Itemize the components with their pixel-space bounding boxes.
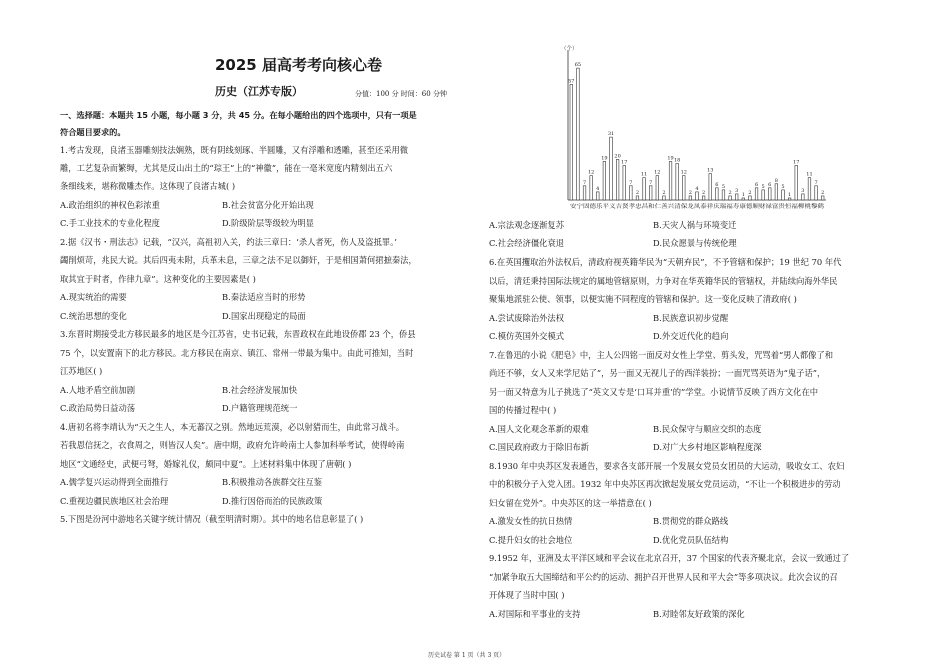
bar-value-label: 13 bbox=[707, 167, 714, 174]
bar-value-label: 2 bbox=[688, 189, 692, 196]
page-footer: 历史试卷 第 1 页（共 3 页） bbox=[428, 652, 506, 659]
bar-value-label: 2 bbox=[728, 189, 732, 196]
bar-value-label: 3 bbox=[801, 187, 805, 194]
option-a: A.尝试废除治外法权 bbox=[489, 313, 565, 323]
page-title: 2025 届高考考向核心卷 bbox=[215, 56, 382, 74]
option-a: A.对国际和平事业的支持 bbox=[489, 609, 581, 619]
bar bbox=[630, 186, 633, 200]
bar-value-label: 7 bbox=[582, 179, 587, 186]
bar bbox=[643, 178, 646, 200]
bar bbox=[775, 184, 778, 200]
option-c: C.模仿英国外交模式 bbox=[489, 331, 565, 341]
bar bbox=[676, 163, 679, 200]
y-axis-label: （个） bbox=[561, 46, 578, 52]
option-d: D.优化党员队伍结构 bbox=[653, 535, 729, 545]
question-2-text: 蠲削烦苛，兆民大说。其后四夷未附，兵革未息，三章之法不足以御奸，于是相国萧何捃摭秦法， bbox=[60, 255, 417, 265]
bar bbox=[795, 166, 798, 200]
bar bbox=[610, 137, 613, 200]
bar bbox=[603, 161, 606, 200]
option-a: A.儒学复兴运动得到全面推行 bbox=[60, 477, 169, 487]
bar-value-label: 5 bbox=[761, 183, 765, 190]
bar-value-label: 3 bbox=[735, 187, 739, 194]
bar-value-label: 19 bbox=[667, 155, 674, 162]
bar-value-label: 8 bbox=[774, 177, 778, 184]
bar bbox=[742, 198, 745, 200]
bar-value-label: 1 bbox=[788, 191, 792, 198]
option-c: C.国民政府政力于除旧布新 bbox=[489, 442, 589, 452]
option-d: D.对广大乡村地区影响程度深 bbox=[653, 442, 762, 452]
bar bbox=[577, 68, 580, 200]
question-6-text: 以后，清廷秉持国际法规定的属地管辖原则，力争对在华英籍华民的管辖权，并陆续向海外华民 bbox=[489, 276, 838, 286]
bar-value-label: 18 bbox=[673, 157, 681, 164]
option-b: B.积极推动各族群交往互鉴 bbox=[222, 477, 323, 487]
option-a: A.国人文化观念革新的艰难 bbox=[489, 424, 589, 434]
option-d: D.民众愿景与传统伦理 bbox=[653, 238, 737, 248]
bar bbox=[663, 196, 666, 200]
option-b: B.对睦邻友好政策的深化 bbox=[653, 609, 745, 619]
option-a: A.人地矛盾空前加剧 bbox=[60, 385, 136, 395]
bar bbox=[669, 161, 672, 200]
option-a: A.政治组织的神权色彩浓重 bbox=[60, 200, 160, 210]
exam-meta: 分值：100 分 时间：60 分钟 bbox=[355, 90, 447, 98]
bar bbox=[749, 196, 752, 200]
option-d: D.阶级阶层等级较为明显 bbox=[222, 218, 314, 228]
option-b: B.社会贫富分化开始出现 bbox=[222, 200, 314, 210]
bar-value-label: 11 bbox=[640, 171, 648, 178]
question-5-text: 5.下图是汾河中游地名关键字统计情况（截至明清时期）。其中的地名信息彰显了( ) bbox=[60, 514, 364, 524]
bar bbox=[656, 176, 659, 200]
bar bbox=[689, 196, 692, 200]
bar bbox=[802, 194, 805, 200]
question-2-text: 2.据《汉书・刑法志》记载，“汉兴，高祖初入关，约法三章曰：‘杀人者死，伤人及盗抵罪。’ bbox=[60, 237, 397, 247]
question-9-text: 9.1952 年，亚洲及太平洋区域和平会议在北京召开，37 个国家的代表齐聚北京，会议一致通过了 bbox=[489, 553, 850, 563]
question-3-text: 75 个，以安置南下的北方移民。北方移民在南京、镇江、常州一带最为集中。由此可推知，当时 bbox=[60, 348, 414, 358]
question-2-text: 取其宜于时者，作律九章”。这种变化的主要因素是( ) bbox=[60, 274, 256, 284]
option-c: C.政治局势日益动荡 bbox=[60, 403, 136, 413]
question-1-text: 条细线来，堪称微雕杰作。这体现了良渚古城( ) bbox=[60, 181, 236, 191]
bar bbox=[755, 188, 758, 200]
bar bbox=[649, 186, 652, 200]
option-b: B.社会经济发展加快 bbox=[222, 385, 298, 395]
bar-value-label: 19 bbox=[601, 155, 608, 162]
question-7-text: 尚还不够，女人又来学尼姑了”，另一面又无视儿子的西洋装扮；一面咒骂英语为“鬼子话”， bbox=[489, 368, 826, 378]
bar bbox=[709, 174, 712, 200]
bar bbox=[735, 194, 738, 200]
section-heading-cont: 符合题目要求的。 bbox=[60, 127, 126, 137]
bar-value-label: 12 bbox=[587, 169, 595, 176]
bar bbox=[716, 188, 719, 200]
bar bbox=[682, 176, 685, 200]
bar-value-label: 17 bbox=[793, 159, 800, 166]
question-8-text: 妇女留在党外”。中央苏区的这一举措意在( ) bbox=[489, 498, 652, 508]
bar bbox=[729, 196, 732, 200]
option-c: C.社会经济僵化衰退 bbox=[489, 238, 565, 248]
question-6-text: 6.在英国攫取治外法权后，清政府视英籍华民为“天朝弃民”，不予管辖和保护；19 世纪 70 年代 bbox=[489, 257, 842, 267]
bar-value-label: 6 bbox=[768, 181, 772, 188]
question-6-text: 聚集地派驻公使、领事，以便实施不同程度的管辖和保护。这一变化反映了清政府( ) bbox=[489, 294, 797, 304]
question-4-text: 地区“文通经史，武便弓弩，婚嫁礼仪，颇同中夏”。上述材料集中体现了唐朝( ) bbox=[60, 459, 352, 469]
bar-value-label: 65 bbox=[574, 62, 582, 69]
question-7-text: 7.在鲁迅的小说《肥皂》中，主人公四铭一面反对女性上学堂、剪头发，咒骂着“男人都像了和 bbox=[489, 350, 834, 360]
bar-value-label: 6 bbox=[715, 181, 719, 188]
subject-title: 历史（江苏专版） bbox=[215, 85, 303, 98]
question-4-text: 若我恩信抚之，衣食周之，则皆汉人矣”。唐中期，政府允许岭南士人参加科举考试，使得岭南 bbox=[60, 440, 405, 450]
bar bbox=[570, 84, 573, 200]
option-d: D.国家出现稳定的局面 bbox=[222, 311, 306, 321]
bar bbox=[590, 176, 593, 200]
bar-value-label: 2 bbox=[702, 189, 706, 196]
option-d: D.推行因俗而治的民族政策 bbox=[222, 496, 323, 506]
bar bbox=[815, 186, 818, 200]
option-b: B.天灾人祸与环境变迁 bbox=[653, 220, 737, 230]
bar-value-label: 5 bbox=[781, 183, 785, 190]
bar-value-label: 6 bbox=[754, 181, 759, 188]
bar bbox=[596, 192, 599, 200]
bar bbox=[782, 190, 785, 200]
bar-value-label: 11 bbox=[806, 171, 813, 178]
option-b: B.民族意识初步觉醒 bbox=[653, 313, 729, 323]
question-3-text: 江苏地区( ) bbox=[60, 366, 103, 376]
option-a: A.宗法观念逐渐复苏 bbox=[489, 220, 565, 230]
option-c: C.重视边疆民族地区社会治理 bbox=[60, 496, 169, 506]
option-b: B.贯彻党的群众路线 bbox=[653, 516, 729, 526]
bar-value-label: 7 bbox=[649, 179, 653, 186]
bar-value-label: 4 bbox=[695, 185, 699, 192]
bar-value-label: 7 bbox=[629, 179, 633, 186]
question-7-text: 另一面又特意为儿子挑选了“英文又专是‘口耳并重’的”学堂。小说情节反映了西方文化在中 bbox=[489, 387, 819, 397]
bar-value-label: 7 bbox=[814, 179, 818, 186]
bar-value-label: 2 bbox=[821, 189, 825, 196]
bar bbox=[636, 196, 639, 200]
option-b: B.秦法适应当时的形势 bbox=[222, 292, 306, 302]
bar bbox=[722, 190, 725, 200]
question-3-text: 3.东晋时期接受北方移民最多的地区是今江苏省，史书记载，东晋政权在此地设侨郡 23 个，侨县 bbox=[60, 329, 416, 339]
option-b: B.民众保守与顺应交织的态度 bbox=[653, 424, 762, 434]
option-a: A.激发女性的抗日热情 bbox=[489, 516, 573, 526]
option-c: C.统治思想的变化 bbox=[60, 311, 127, 321]
question-8-text: 8.1930 年中央苏区发表通告，要求各支部开展一个发展女党员女团员的大运动，吸收女工、农妇 bbox=[489, 461, 845, 471]
option-d: D.户籍管理规范统一 bbox=[222, 403, 298, 413]
bar-value-label: 1 bbox=[741, 191, 745, 198]
bar-value-label: 2 bbox=[635, 189, 640, 196]
bar bbox=[821, 196, 824, 200]
bar bbox=[583, 186, 586, 200]
bar bbox=[616, 159, 619, 200]
bar-value-label: 2 bbox=[662, 189, 666, 196]
bar-value-label: 20 bbox=[614, 153, 621, 160]
bar-value-label: 12 bbox=[680, 169, 687, 176]
option-d: D.外交近代化的趋向 bbox=[653, 331, 729, 341]
bar-value-label: 5 bbox=[721, 183, 726, 190]
option-c: C.提升妇女的社会地位 bbox=[489, 535, 573, 545]
question-8-text: 中的积极分子入党入团。1932 年中央苏区再次掀起发展女党员运动，“不让一个积极进步的劳动 bbox=[489, 479, 841, 489]
place-name-bar-chart bbox=[560, 44, 830, 214]
question-9-text: 开体现了当时中国( ) bbox=[489, 590, 565, 600]
bar bbox=[768, 188, 771, 200]
question-7-text: 国的传播过程中( ) bbox=[489, 405, 557, 415]
question-9-text: “加紧争取五大国缔结和平公约的运动、拥护召开世界人民和平大会”等多项决议。此次会议的召 bbox=[489, 572, 838, 582]
question-4-text: 4.唐初名将李靖认为“天之生人，本无蕃汉之别。然地远荒漠，必以射猎而生，由此常习战斗。 bbox=[60, 422, 405, 432]
bar bbox=[762, 190, 765, 200]
bar bbox=[808, 178, 811, 200]
bar-value-label: 17 bbox=[621, 159, 628, 166]
question-1-text: 1.考古发现，良渚玉器雕刻技法娴熟，既有阴线刻琢、半圆雕，又有浮雕和透雕，甚至还采用微 bbox=[60, 145, 409, 155]
bar bbox=[623, 166, 626, 200]
x-axis-category-labels: 安宁固德乐平义吉贤孝忠昌和仁善兴清保龙凤泰祥庆瑞福寿康德顺财禄富贵恒福柳桃黎鹤 bbox=[570, 204, 789, 210]
bar-value-label: 12 bbox=[654, 169, 661, 176]
bar bbox=[788, 198, 791, 200]
bar-value-label: 31 bbox=[607, 131, 615, 138]
question-1-text: 雕，工艺复杂而繁缛，尤其是反山出土的“琮王”上的“神徽”，能在一毫米宽度内精刻出五六 bbox=[60, 163, 393, 173]
bar-value-label: 57 bbox=[568, 78, 575, 85]
section-heading: 一、选择题：本题共 15 小题，每小题 3 分，共 45 分。在每小题给出的四个选项中，只有一项是 bbox=[60, 110, 417, 120]
option-a: A.现实统治的需要 bbox=[60, 292, 127, 302]
option-c: C.手工业技术的专业化程度 bbox=[60, 218, 160, 228]
bar bbox=[696, 192, 699, 200]
bar bbox=[702, 196, 705, 200]
bar-value-label: 2 bbox=[748, 189, 752, 196]
bar-value-label: 4 bbox=[596, 185, 600, 192]
